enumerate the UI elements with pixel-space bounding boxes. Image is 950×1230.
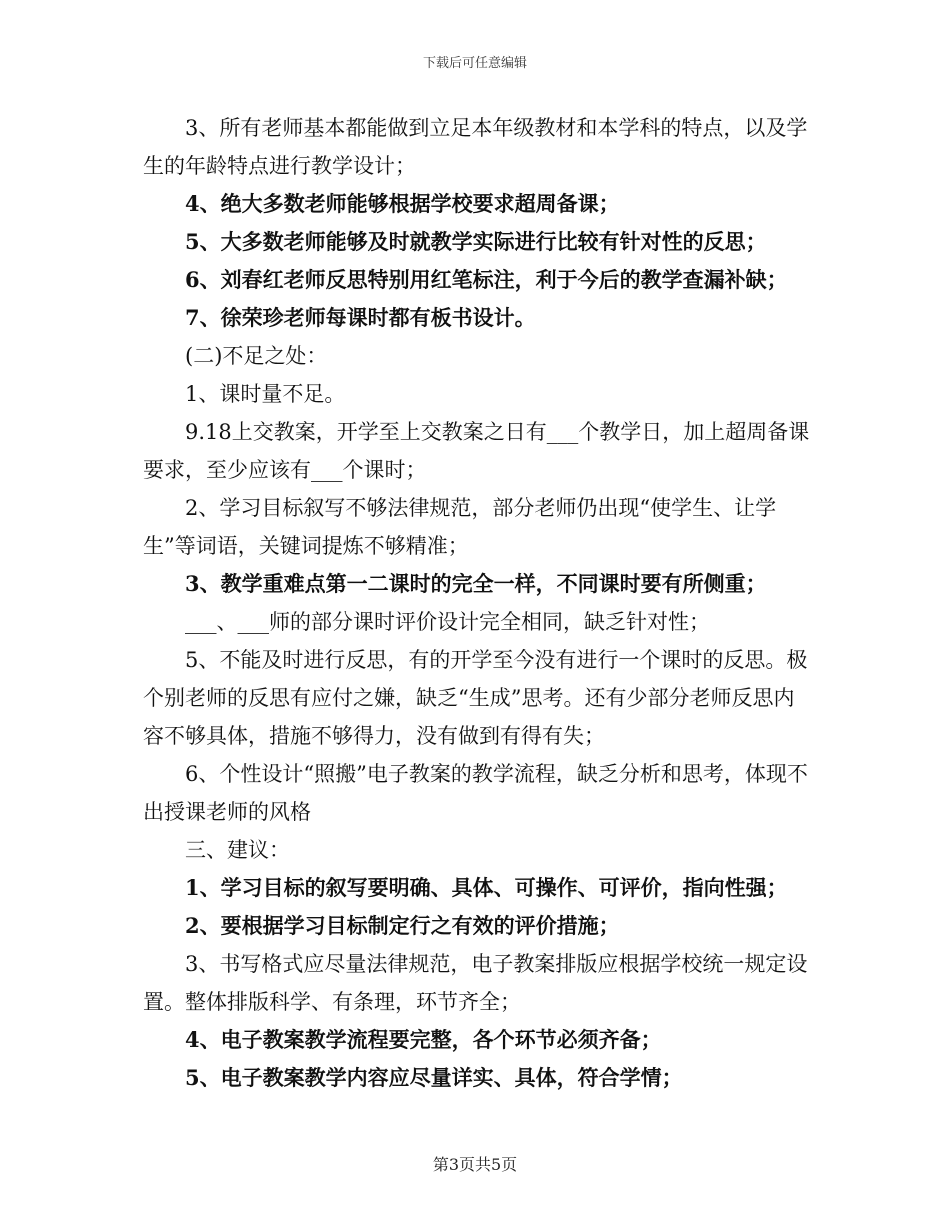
paragraph: 4、电子教案教学流程要完整，各个环节必须齐备；: [185, 1027, 662, 1052]
paragraph: 7、徐荣珍老师每课时都有板书设计。: [185, 305, 536, 330]
paragraph: ___、___师的部分课时评价设计完全相同，缺乏针对性；: [185, 610, 710, 634]
paragraph: 3、书写格式应尽量法律规范，电子教案排版应根据学校统一规定设置。整体排版科学、有条理，环节齐全；: [143, 952, 808, 1014]
paragraph: 5、电子教案教学内容应尽量详实、具体，符合学情；: [185, 1065, 683, 1090]
paragraph: 5、大多数老师能够及时就教学实际进行比较有针对性的反思；: [185, 229, 767, 254]
paragraph: 2、学习目标叙写不够法律规范，部分老师仍出现“使学生、让学生”等词语，关键词提炼不够精准；: [143, 496, 777, 558]
page-footer: 第3页共5页: [432, 1155, 518, 1174]
page-header: 下载后可任意编辑: [422, 56, 527, 71]
paragraph: 3、教学重难点第一二课时的完全一样，不同课时要有所侧重；: [185, 571, 767, 596]
paragraph: 6、个性设计“照搬”电子教案的教学流程，缺乏分析和思考，体现不出授课老师的风格: [143, 762, 808, 824]
paragraph: 9.18上交教案，开学至上交教案之日有___个教学日，加上超周备课要求，至少应该有___个课时；: [143, 420, 810, 482]
paragraph: 3、所有老师基本都能做到立足本年级教材和本学科的特点，以及学生的年龄特点进行教学设计；: [143, 116, 808, 178]
paragraph: 6、刘春红老师反思特别用红笔标注，利于今后的教学查漏补缺；: [185, 267, 788, 292]
paragraph: 三、建议：: [185, 838, 290, 862]
paragraph: (二)不足之处：: [185, 344, 328, 368]
paragraph: 5、不能及时进行反思，有的开学至今没有进行一个课时的反思。极个别老师的反思有应付之嫌，缺乏“生成”思考。还有少部分老师反思内容不够具体，措施不够得力，没有做到有得有失；: [143, 648, 808, 748]
paragraph: 2、要根据学习目标制定行之有效的评价措施；: [185, 913, 620, 938]
document-body: [143, 109, 811, 1097]
paragraph: 1、课时量不足。: [185, 382, 346, 406]
paragraph: 1、学习目标的叙写要明确、具体、可操作、可评价，指向性强；: [185, 875, 788, 900]
paragraph: 4、绝大多数老师能够根据学校要求超周备课；: [185, 191, 620, 216]
